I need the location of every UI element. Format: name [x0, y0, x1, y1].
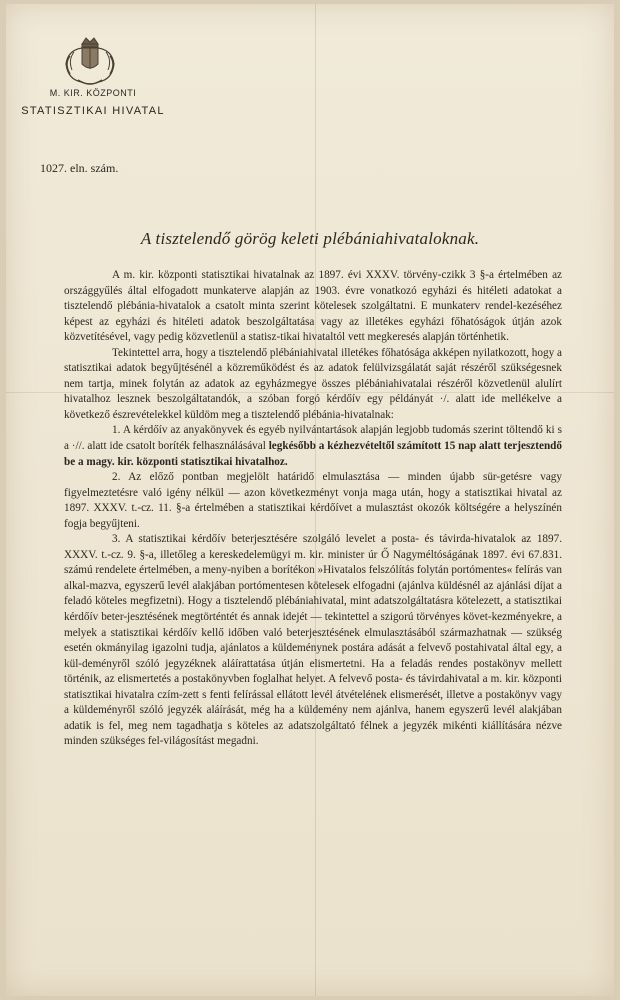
- document-title: A tisztelendő görög keleti plébániahivataloknak.: [140, 229, 480, 248]
- paragraph-1: A m. kir. központi statisztikai hivatalnak az 1897. évi XXXV. törvény-czikk 3 §-a értelmében az országgyűlés által elfogadott munkaterve alapján az 1903. évre vonatkozó egyházi és hitéleti adatokat a tisztelendő plébánia-hivatalok a csatolt minta szerint kötelesek szolgáltatni. E munkaterv rendel-kezéséhez képest az egyházi és hitéleti adatok beszolgáltatása vagy az illetékes egyházi főhatóságok útján azok közvetítésével, vagy pedig közvetlenül a statisz-tikai hivataltól vett megkeresés alapján történhetik.: [64, 269, 562, 344]
- paragraph-5: 3. A statisztikai kérdőív beterjesztésére szolgáló levelet a posta- és távirda-hivatalok az 1897. XXXV. t.-cz. 9. §-a, illetőleg a kereskedelemügyi m. kir. minister úr Ő Nagyméltóságának 1897. évi 67.831. számú rendelete értelmében, a meny-nyiben a borítékon »Hivatalos felszólítás folytán portómentes« felírás van alkal-mazva, egyszerű levél alakjában portómentesen kötelesek elfogadni (ajánlva küldésnél az ajánlási díjat a feladó köteles megfizetni). Hogy a tisztelendő plébániahivatal, mint adatszolgáltatásra kötelezett, a statisztikai kérdőív beter-jesztésének megtörténtét és annak idejét — tekintettel a szigorú törvényes követ-kezményekre, a melyek a statisztikai kérdőív kellő időben való beterjesztésének elmulasztásából származhatnak — szükség esetén okmányilag igazolni tudja, ajánlatos a küldeménynek postára adását a felvevő postahivatal által egy, a kül-deményről szóló jegyzéknek aláírattatása útján elismertetni. Ha a feladás rendes postakönyv mellett történik, az elismertetés a postakönyvben foglalhat helyet. A felvevő posta- és távirdahivatal a m. kir. központi statisztikai hivatalra czím-zett s fenti felírással ellátott levél átvételének elismerését, illetve a postakönyv vagy a küldeményről szóló jegyzék aláírását, még ha a küldemény nem ajánlva, hanem egyszerű levél alakjában adatik is fel, meg nem tagadhatja s köteles az adatszolgáltató félnek a jegyzék mikénti kiállítására nézve minden szükséges fel-világosítást megadni.: [64, 533, 562, 748]
- paragraph-4: 2. Az előző pontban megjelölt határidő elmulasztása — minden újabb sür-getésre vagy figyelmeztetésre való igény nélkül — azon következményt vonja maga után, hogy a statisztikai hivatal az 1897. XXXV. t.-cz. 11. §-a értelmében a statisztikai kérdőívet a mulasztást okozók költségére a helyszínén fogja begyűjteni.: [64, 471, 562, 530]
- institution-name-line2: STATISZTIKAI HIVATAL: [21, 105, 165, 117]
- paragraph-3: 1. A kérdőív az anyakönyvek és egyéb nyilvántartások alapján legjobb tudomás szerint töltendő ki s a ·//. alatt ide csatolt boríték felhasználásával legkésőbb a kézhezvételtől számított 15 nap alatt terjesztendő be a magy. kir. központi statisztikai hivatalhoz.: [64, 424, 562, 468]
- bold-deadline-text: legkésőbb a kézhezvételtől számított 15 nap alatt terjesztendő be a magy. kir. központi statisztikai hivatalhoz.: [64, 440, 562, 468]
- coat-of-arms-icon: [60, 34, 120, 90]
- paragraph-2: Tekintettel arra, hogy a tisztelendő plébániahivatal illetékes főhatósága akképen nyilatkozott, hogy a statisztikai adatok begyűjtésénél a közreműködést és az adatok felülvizsgálatát saját részéről szükségesnek nem tartja, minek folytán az adatok az egyházmegye összes plébániahivatalai részéről közvetlenül alulírt hivatalhoz lesznek beszolgáltatandók, a szóban forgó kérdőív egy példányát ·/. alatt ide mellékelve a következő észrevételekkel küldöm meg a tisztelendő plébánia-hivatalnak:: [64, 346, 562, 421]
- document-body: [64, 268, 562, 750]
- reference-number: 1027. eln. szám.: [40, 161, 119, 175]
- institution-name-line1: M. KIR. KÖZPONTI: [49, 88, 137, 98]
